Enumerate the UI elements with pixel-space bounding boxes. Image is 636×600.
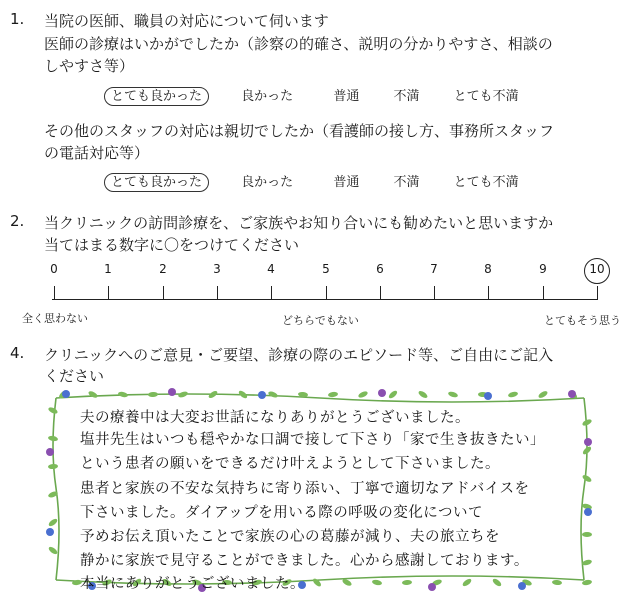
- q2-scale-tick: [163, 286, 164, 300]
- q1-b-option-selected[interactable]: とても良かった: [104, 173, 209, 192]
- q2-label-mid: どちらでもない: [282, 314, 359, 327]
- q2-scale-tick: [488, 286, 489, 300]
- q1-sub2-line1: その他のスタッフの対応は親切でしたか（看護師の接し方、事務所スタッフ: [44, 122, 555, 140]
- berry-decoration: [46, 448, 54, 456]
- q2-label-left: 全く思わない: [22, 312, 88, 325]
- q1-b-option[interactable]: とても不満: [453, 175, 519, 190]
- comment-line: 夫の療養中は大変お世話になりありがとうございました。: [80, 410, 470, 426]
- q1-number: 1.: [10, 10, 25, 28]
- q2-scale-option[interactable]: 1: [104, 262, 112, 276]
- q2-scale-tick: [380, 286, 381, 300]
- q1-b-option[interactable]: 普通: [333, 175, 360, 190]
- q1-b-option[interactable]: 不満: [393, 175, 420, 190]
- comment-line: という患者の願いをできるだけ叶えようとして下さいました。: [80, 456, 500, 472]
- berry-decoration: [584, 508, 592, 516]
- q4-number: 4.: [10, 344, 25, 362]
- berry-decoration: [168, 388, 176, 396]
- q4-title-line1: クリニックへのご意見・ご要望、診療の際のエピソード等、ご自由にご記入: [44, 346, 554, 364]
- q1-title: 当院の医師、職員の対応について伺います: [44, 12, 329, 30]
- q1-a-option-selected[interactable]: とても良かった: [104, 87, 209, 106]
- q2-title-line2: 当てはまる数字に〇をつけてください: [44, 236, 300, 254]
- q2-scale-tick: [597, 286, 598, 300]
- q4-title-line2: ください: [44, 367, 105, 385]
- q2-scale-option[interactable]: 6: [376, 262, 384, 276]
- berry-decoration: [484, 392, 492, 400]
- berry-decoration: [378, 389, 386, 397]
- q2-label-right: とてもそう思う: [544, 314, 621, 327]
- berry-decoration: [46, 528, 54, 536]
- q2-scale-option[interactable]: 7: [430, 262, 438, 276]
- q1-sub1-line2: しやすさ等）: [44, 57, 135, 75]
- q1-sub1-line1: 医師の診療はいかがでしたか（診察の的確さ、説明の分かりやすさ、相談の: [44, 35, 553, 53]
- comment-line: 予めお伝え頂いたことで家族の心の葛藤が減り、夫の旅立ちを: [80, 529, 500, 545]
- q2-scale-option[interactable]: 9: [539, 262, 547, 276]
- q2-scale-option[interactable]: 5: [322, 262, 330, 276]
- comment-line: 静かに家族で見守ることができました。心から感謝しております。: [80, 553, 529, 569]
- q2-scale-axis: [52, 299, 598, 300]
- berry-decoration: [62, 390, 70, 398]
- q2-scale-option[interactable]: 0: [50, 262, 58, 276]
- q1-sub2-line2: の電話対応等）: [44, 144, 150, 162]
- berry-decoration: [568, 390, 576, 398]
- q2-scale-tick: [271, 286, 272, 300]
- q1-a-option[interactable]: 良かった: [241, 89, 294, 104]
- q2-scale-option[interactable]: 10: [589, 262, 605, 276]
- berry-decoration: [584, 438, 592, 446]
- comment-line: 患者と家族の不安な気持ちに寄り添い、丁寧で適切なアドバイスを: [80, 481, 530, 497]
- q2-scale-tick: [326, 286, 327, 300]
- q2-scale-tick: [54, 286, 55, 300]
- q2-scale-option[interactable]: 3: [213, 262, 221, 276]
- q2-scale-tick: [434, 286, 435, 300]
- q2-scale-tick: [543, 286, 544, 300]
- berry-decoration: [518, 582, 526, 590]
- q1-a-option[interactable]: 不満: [393, 89, 420, 104]
- comment-line: 本当にありがとうございました。: [80, 576, 305, 592]
- q2-scale-option[interactable]: 2: [159, 262, 167, 276]
- berry-decoration: [428, 583, 436, 591]
- q2-scale-tick: [217, 286, 218, 300]
- comment-line: 塩井先生はいつも穏やかな口調で接して下さり「家で生き抜きたい」: [80, 432, 545, 448]
- q2-number: 2.: [10, 212, 25, 230]
- q2-scale-option[interactable]: 4: [267, 262, 275, 276]
- q2-scale-option[interactable]: 8: [484, 262, 492, 276]
- q2-scale-tick: [108, 286, 109, 300]
- q1-b-option[interactable]: 良かった: [241, 175, 294, 190]
- comment-line: 下さいました。ダイアップを用いる際の呼吸の変化について: [80, 505, 483, 521]
- q1-a-option[interactable]: 普通: [333, 89, 360, 104]
- q1-a-option[interactable]: とても不満: [453, 89, 519, 104]
- leaf-decoration: [582, 532, 592, 537]
- berry-decoration: [258, 391, 266, 399]
- q2-title-line1: 当クリニックの訪問診療を、ご家族やお知り合いにも勧めたいと思いますか: [44, 214, 554, 232]
